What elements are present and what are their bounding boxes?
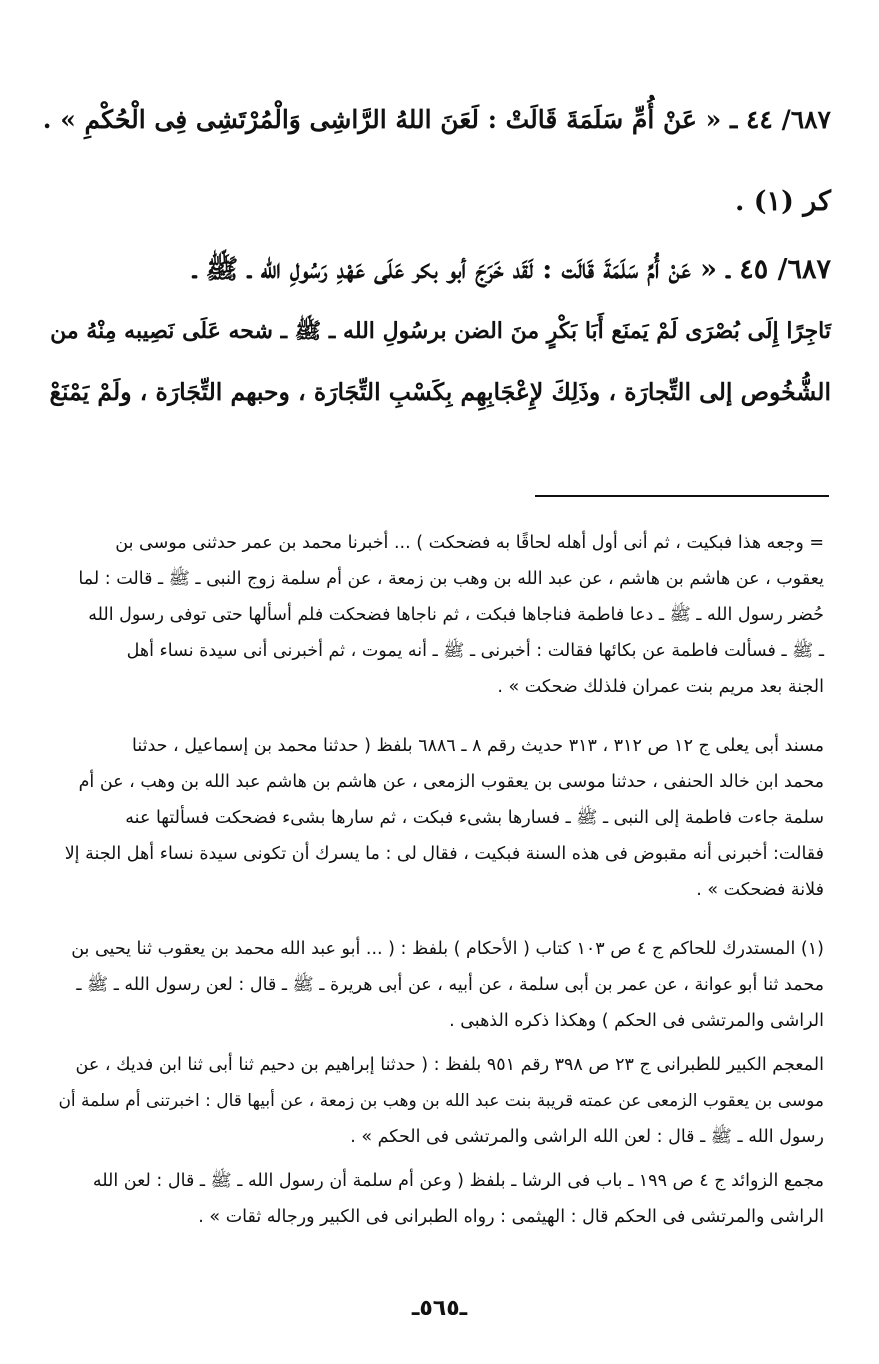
footnote-line: الراشى والمرتشى فى الحكم ) وهكذا ذكره الذهبى . bbox=[449, 1011, 824, 1031]
footnote-divider bbox=[535, 495, 829, 497]
footnote-line: حُضر رسول الله ـ ﷺ ـ دعا فاطمة فناجاها فبكت ، ثم ناجاها فضحكت فلم أسألها حتى توفى رسول الله bbox=[88, 605, 824, 625]
footnote-line: ـ ﷺ ـ فسألت فاطمة عن بكائها فقالت : أخبرنى ـ ﷺ ـ أنه يموت ، ثم أخبرنى أنى سيدة نساء أهل bbox=[126, 641, 824, 661]
hadith-45-line-3: الشُّخُوص إلى التِّجارَة ، وذَلِكَ لإِعْجَابِهِم بِكَسْبِ التِّجَارَة ، وحبهم التِّجَارَة ، ولَمْ يَمْنَعْ bbox=[49, 378, 831, 406]
hadith-45-line-1: ٦٨٧/ ٤٥ ـ « عَنْ أُمِّ سَلَمَةَ قَالَت : لَقَد خَرَجَ أبو بكر عَلَى عَهْدِ رَسُولِ الله ـ ﷺ ـ bbox=[192, 254, 831, 285]
footnote-line: الراشى والمرتشى فى الحكم قال : الهيثمى : رواه الطبرانى فى الكبير ورجاله ثقات » . bbox=[198, 1207, 824, 1227]
footnote-line: مجمع الزوائد ج ٤ ص ١٩٩ ـ باب فى الرشا ـ بلفظ ( وعن أم سلمة أن رسول الله ـ ﷺ ـ قال : لعن الله bbox=[92, 1171, 824, 1191]
footnote-line: فقالت: أخبرنى أنه مقبوض فى هذه السنة فبكيت ، فقال لى : ما يسرك أن تكونى سيدة نساء أهل الجنة إلا bbox=[64, 844, 824, 864]
footnote-line: = وجعه هذا فبكيت ، ثم أنى أول أهله لحاقًا به فضحكت ) ... أخبرنا محمد بن عمر حدثنى موسى بن bbox=[115, 533, 824, 553]
footnote-line: يعقوب ، عن هاشم بن هاشم ، عن عبد الله بن وهب بن زمعة ، عن أم سلمة زوج النبى ـ ﷺ ـ قالت : لما bbox=[78, 569, 824, 589]
footnote-line: موسى بن يعقوب الزمعى عن عمته قريبة بنت عبد الله بن وهب بن زمعة ، عن أبيها قال : اخبرتنى أم سلمة أن bbox=[58, 1091, 824, 1111]
footnote-line: الجنة بعد مريم بنت عمران فلذلك ضحكت » . bbox=[497, 677, 824, 697]
footnote-line: (١) المستدرك للحاكم ج ٤ ص ١٠٣ كتاب ( الأحكام ) بلفظ : ( ... أبو عبد الله محمد بن يعقوب ثنا يحيى بن bbox=[71, 939, 824, 959]
footnote-line: مسند أبى يعلى ج ١٢ ص ٣١٢ ، ٣١٣ حديث رقم ٨ ـ ٦٨٨٦ بلفظ ( حدثنا محمد بن إسماعيل ، حدثنا bbox=[131, 736, 824, 756]
hadith-45-line-2: تَاجِرًا إِلَى بُصْرَى لَمْ يَمنَع أَبَا بَكْرٍ منَ الضن برسُولِ الله ـ ﷺ ـ شحه عَلَى نَصِيبه مِنْهُ من bbox=[50, 318, 831, 344]
footnote-line: محمد ثنا أبو عوانة ، عن عمر بن أبى سلمة ، عن أبيه ، عن أبى هريرة ـ ﷺ ـ قال : لعن رسول الله ـ ﷺ ـ bbox=[76, 975, 824, 995]
page-number: ـ٥٦٥ـ bbox=[411, 1296, 468, 1321]
footnote-line: سلمة جاءت فاطمة إلى النبى ـ ﷺ ـ فسارها بشىء فبكت ، ثم سارها بشىء فضحكت فسألتها عنه bbox=[125, 808, 824, 828]
footnote-line: فلانة فضحكت » . bbox=[696, 880, 824, 900]
footnote-line: رسول الله ـ ﷺ ـ قال : لعن الله الراشى والمرتشى فى الحكم » . bbox=[350, 1127, 824, 1147]
footnote-line: محمد ابن خالد الحنفى ، حدثنا موسى بن يعقوب الزمعى ، عن هاشم بن هاشم عبد الله بن وهب ، عن أم bbox=[78, 772, 824, 792]
hadith-44: ٦٨٧/ ٤٤ ـ « عَنْ أُمِّ سَلَمَةَ قَالَتْ : لَعَنَ اللهُ الرَّاشِى وَالْمُرْتَشِى فِى الْحُكْمِ » . bbox=[42, 105, 831, 134]
hadith-44-source: كر (١) . bbox=[734, 186, 831, 217]
footnote-line: المعجم الكبير للطبرانى ج ٢٣ ص ٣٩٨ رقم ٩٥١ بلفظ : ( حدثنا إبراهيم بن دحيم ثنا أبى ثنا ابن فديك ، عن bbox=[75, 1055, 824, 1075]
